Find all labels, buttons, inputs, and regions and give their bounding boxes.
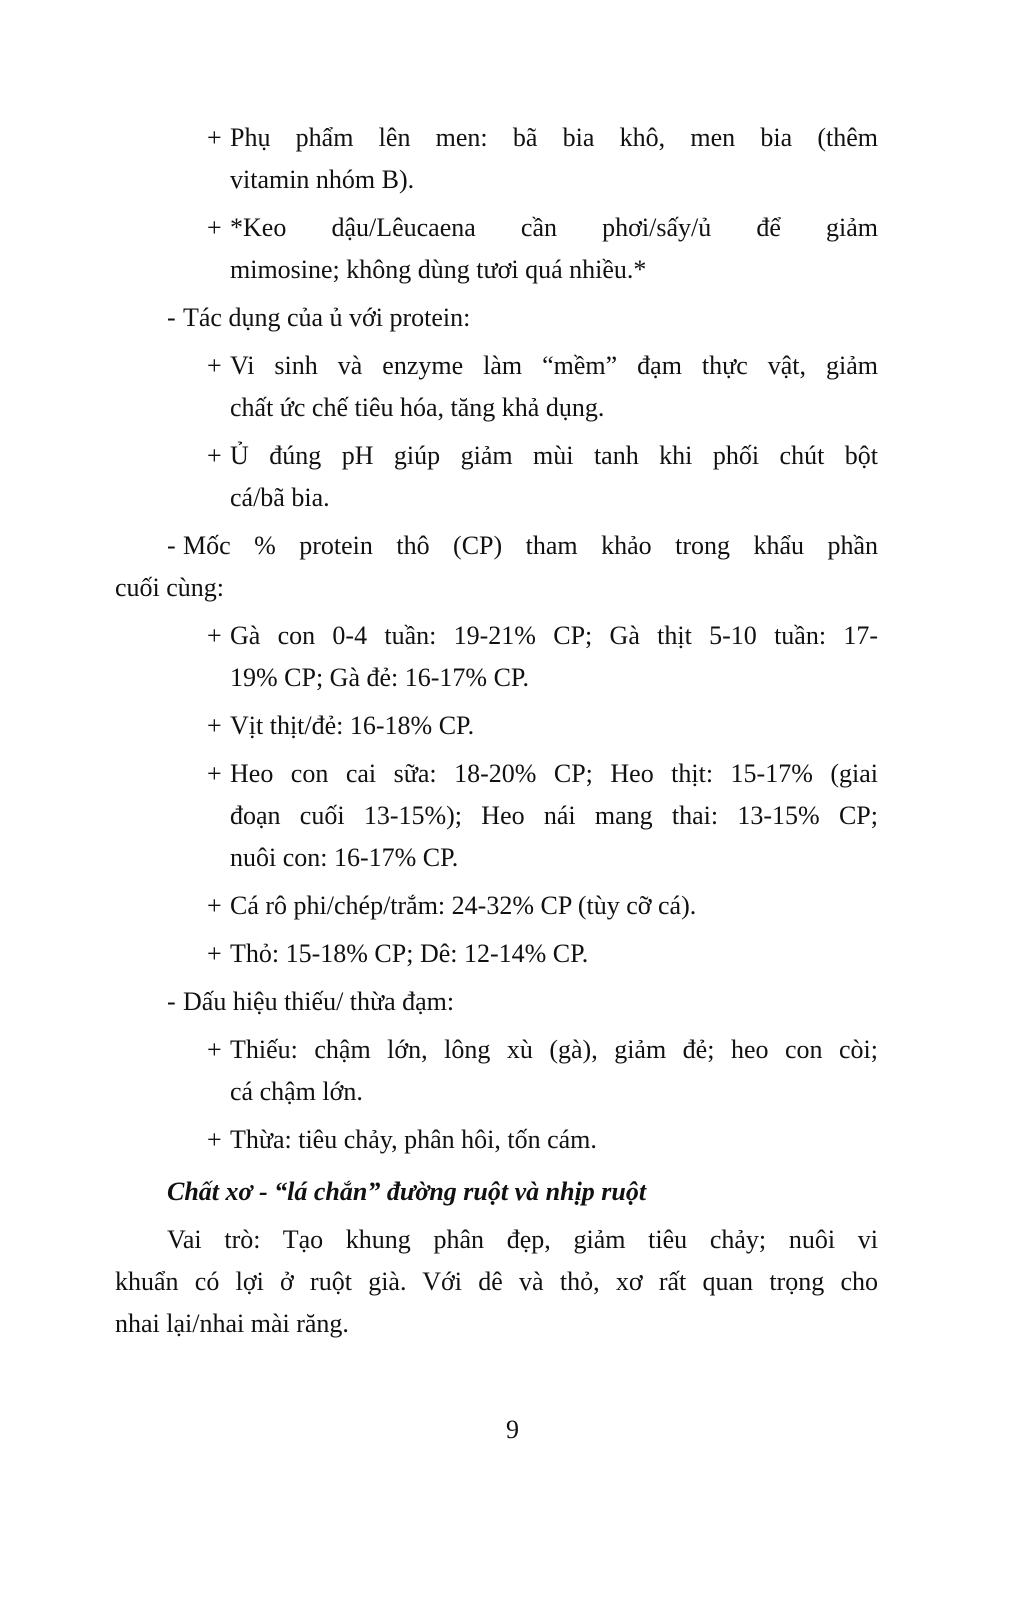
dash-item	[115, 525, 878, 609]
line-text: nhai lại/nhai mài răng.	[115, 1309, 349, 1338]
line-text: cá chậm lớn.	[230, 1077, 363, 1106]
bullet-marker: +	[207, 441, 222, 470]
line-text: Cá rô phi/chép/trắm: 24-32% CP (tùy cỡ cá).	[230, 891, 697, 920]
text-line	[115, 435, 878, 477]
text-line	[115, 1119, 878, 1161]
text-line	[115, 477, 878, 519]
line-text: vitamin nhóm B).	[230, 165, 415, 194]
line-text: Vai trò: Tạo khung phân đẹp, giảm tiêu chảy; nuôi vi	[167, 1225, 878, 1254]
line-text: Heo con cai sữa: 18-20% CP; Heo thịt: 15-17% (giai	[230, 759, 878, 788]
text-line	[115, 837, 878, 879]
bullet-marker: -	[167, 303, 176, 332]
bullet-marker: +	[207, 711, 222, 740]
bullet-item	[115, 753, 878, 879]
text-line	[115, 525, 878, 567]
bullet-marker: -	[167, 531, 176, 560]
bullet-marker: +	[207, 213, 222, 242]
text-line	[115, 615, 878, 657]
line-text: mimosine; không dùng tươi quá nhiều.*	[230, 255, 647, 284]
text-line	[115, 117, 878, 159]
line-text: Ủ đúng pH giúp giảm mùi tanh khi phối chút bột	[230, 441, 878, 470]
text-line	[115, 753, 878, 795]
line-text: Thỏ: 15-18% CP; Dê: 12-14% CP.	[230, 939, 589, 968]
text-line	[115, 1029, 878, 1071]
text-line	[115, 345, 878, 387]
text-line	[115, 387, 878, 429]
bullet-item	[115, 345, 878, 429]
dash-item	[115, 981, 878, 1023]
text-line	[115, 1261, 878, 1303]
text-line	[115, 297, 878, 339]
text-line	[115, 933, 878, 975]
text-line	[115, 1219, 878, 1261]
line-text: Tác dụng của ủ với protein:	[183, 303, 471, 332]
bullet-item	[115, 207, 878, 291]
line-text: Thừa: tiêu chảy, phân hôi, tốn cám.	[230, 1125, 597, 1154]
bullet-marker: +	[207, 1035, 222, 1064]
body-paragraph	[115, 1219, 878, 1345]
bullet-item	[115, 615, 878, 699]
line-text: đoạn cuối 13-15%); Heo nái mang thai: 13-15% CP;	[230, 801, 878, 830]
line-text: Vi sinh và enzyme làm “mềm” đạm thực vật, giảm	[230, 351, 878, 380]
bullet-item	[115, 435, 878, 519]
text-line	[115, 885, 878, 927]
line-text: Gà con 0-4 tuần: 19-21% CP; Gà thịt 5-10 tuần: 17-	[230, 621, 878, 650]
text-line	[115, 249, 878, 291]
dash-item	[115, 297, 878, 339]
page-number: 9	[506, 1415, 519, 1444]
bullet-item	[115, 933, 878, 975]
text-line	[115, 567, 878, 609]
bullet-marker: +	[207, 759, 222, 788]
text-line	[115, 1071, 878, 1113]
text-line	[115, 981, 878, 1023]
bullet-item	[115, 117, 878, 201]
line-text: khuẩn có lợi ở ruột già. Với dê và thỏ, xơ rất quan trọng cho	[115, 1267, 878, 1296]
line-text: Vịt thịt/đẻ: 16-18% CP.	[230, 711, 475, 740]
text-line	[115, 159, 878, 201]
bullet-item	[115, 885, 878, 927]
text-line	[115, 1303, 878, 1345]
bullet-item	[115, 705, 878, 747]
line-text: Thiếu: chậm lớn, lông xù (gà), giảm đẻ; heo con còi;	[230, 1035, 878, 1064]
section-heading: Chất xơ - “lá chắn” đường ruột và nhịp ruột	[167, 1177, 647, 1206]
text-line	[115, 207, 878, 249]
bullet-marker: +	[207, 123, 222, 152]
text-line	[115, 795, 878, 837]
text-line	[115, 705, 878, 747]
line-text: cá/bã bia.	[230, 483, 330, 512]
line-text: chất ức chế tiêu hóa, tăng khả dụng.	[230, 393, 605, 422]
line-text: Dấu hiệu thiếu/ thừa đạm:	[183, 987, 455, 1016]
bullet-marker: +	[207, 891, 222, 920]
bullet-marker: +	[207, 1125, 222, 1154]
line-text: nuôi con: 16-17% CP.	[230, 843, 459, 872]
bullet-item	[115, 1029, 878, 1113]
bullet-marker: -	[167, 987, 176, 1016]
line-text: cuối cùng:	[115, 573, 225, 602]
bullet-marker: +	[207, 351, 222, 380]
line-text: 19% CP; Gà đẻ: 16-17% CP.	[230, 663, 529, 692]
page-content	[115, 117, 878, 1351]
bullet-marker: +	[207, 621, 222, 650]
bullet-item	[115, 1119, 878, 1161]
line-text: Mốc % protein thô (CP) tham khảo trong khẩu phần	[183, 531, 878, 560]
line-text: *Keo dậu/Lêucaena cần phơi/sấy/ủ để giảm	[230, 213, 878, 242]
text-line	[115, 657, 878, 699]
line-text: Phụ phẩm lên men: bã bia khô, men bia (thêm	[230, 123, 878, 152]
bullet-marker: +	[207, 939, 222, 968]
